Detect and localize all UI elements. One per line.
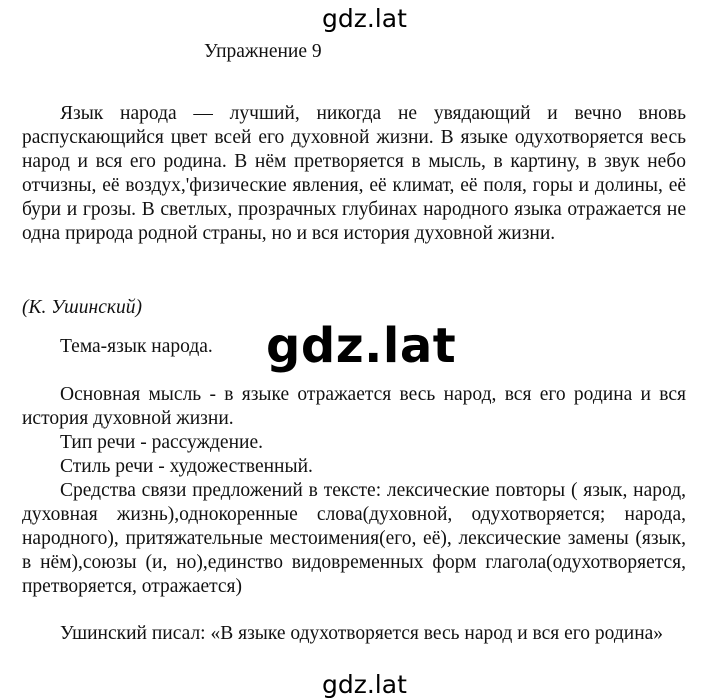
main-idea: Основная мысль - в языке отражается весь народ, вся его родина и вся история духовной жизни. bbox=[22, 384, 686, 429]
speech-type: Тип речи - рассуждение. bbox=[60, 432, 263, 453]
watermark-middle: gdz.lat bbox=[266, 318, 457, 374]
connection-means: Средства связи предложений в тексте: лексические повторы ( язык, народ, духовная жизнь),однокоренные слова(духовной, одухотворяется; народа, народного), притяжательные местоимения(его, её), лексические замены (язык, в нём),союзы (и, но),единство видовременных форм глагола(одухотворяется, претворяется, отражается) bbox=[22, 480, 686, 597]
topic-line: Тема-язык народа. bbox=[60, 336, 213, 357]
quote-author: (К. Ушинский) bbox=[22, 297, 142, 318]
watermark-bottom: gdz.lat bbox=[322, 670, 407, 699]
watermark-top: gdz.lat bbox=[322, 4, 407, 33]
quote-paragraph: Язык народа — лучший, никогда не увядающий и вечно вновь распускающийся цвет всей его духовной жизни. В языке одухотворяется весь народ и вся его родина. В нём претворяется в мысль, в картину, в звук небо отчизны, её воздух,'физические явления, её климат, её поля, горы и долины, её бури и грозы. В светлых, прозрачных глубинах народного языка отражается не одна природа родной страны, но и вся история духовной жизни. bbox=[22, 103, 686, 244]
exercise-title: Упражнение 9 bbox=[204, 41, 322, 62]
analysis-block bbox=[22, 383, 686, 599]
closing-paragraph: Ушинский писал: «В языке одухотворяется весь народ и вся его родина» bbox=[60, 623, 664, 644]
speech-style: Стиль речи - художественный. bbox=[60, 456, 313, 477]
